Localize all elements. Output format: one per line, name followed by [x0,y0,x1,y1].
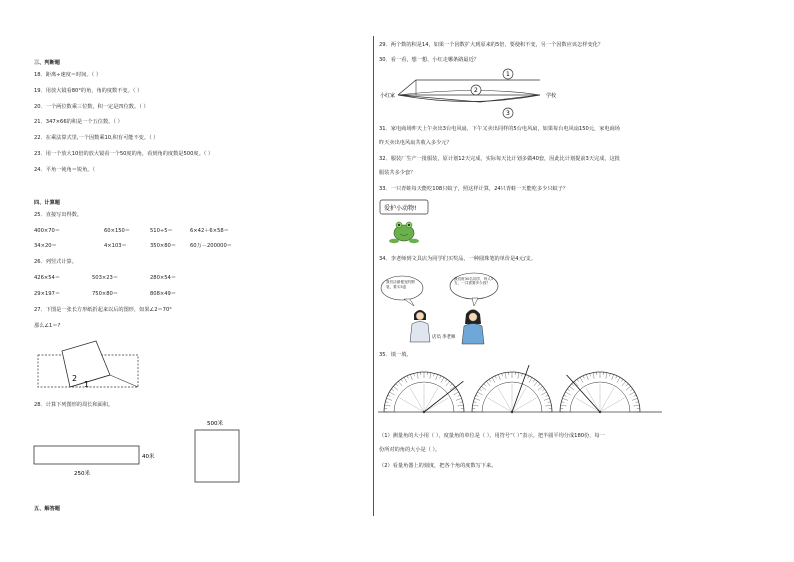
rectangle-figure [34,446,164,480]
question-20: 20．一个两位数乘三位数，积一定是四位数。（ ） [34,104,149,110]
question-33: 33．一只青蛙每天能吃108只蚊子，照这样计算，24只青蛙一天能吃多少只蚊子？ [379,186,569,192]
column-divider [373,36,374,516]
protractor [560,372,640,413]
vertical-calc-cell: 750×80＝ [92,291,119,297]
route-1-label: 1 [506,71,510,78]
clerk-bubble-text: 我们店最便宜的钢笔，要买5盒 [386,280,415,289]
rectangle-width-label: 250米 [74,471,90,477]
section-5-title: 五、解答题 [34,506,60,512]
question-35-part1-cont: 份所对的角的大小是（ ）。 [379,447,441,453]
vertical-calc-cell: 280×54＝ [150,275,177,281]
question-31: 31．家电商场昨天上午卖出3台电风扇，下午又卖出同样的5台电风扇，如果每台电风扇150元，家电商场 [379,126,620,132]
route-figure [380,66,580,124]
teacher-label: 李老师 [442,335,456,340]
question-25: 25．直接写出得数。 [34,212,83,218]
school-label: 学校 [546,93,557,99]
question-24: 24．平角一钝角＝锐角。（ [34,167,96,173]
calc-cell: 34×20＝ [34,243,57,249]
question-35-part2: （2）看量角器上的刻度，把各个角的度数写下来。 [379,463,497,469]
question-23: 23．用一个放大10倍的放大镜看一个50度的角，看到角的度数是500度。（ ） [34,151,214,157]
calc-cell: 4×103＝ [104,243,127,249]
square-figure [195,418,255,486]
vertical-calc-cell: 503×23＝ [92,275,119,281]
question-35-part1: （1）测量角的大小用（ ），度量角的单位是（ ），用符号“（ ）”表示。把半圆平均分成180份，每一 [379,433,605,439]
section-3-title: 三、判断题 [34,60,60,66]
calc-cell: 400×70＝ [34,228,61,234]
protractor-figure [378,366,662,424]
question-22: 22．在乘法算式里,一个因数乘10,积有可能不变。（ ） [34,135,159,141]
calc-cell: 60万－200000＝ [190,243,232,249]
vertical-calc-cell: 426×54＝ [34,275,61,281]
clerk-label: 店员 [432,335,441,340]
calc-cell: 6×42＋6×58＝ [190,228,229,234]
protractor [384,372,464,413]
question-26: 26．列竖式计算。 [34,259,77,265]
rectangle-height-label: 40米 [142,454,155,460]
home-label: 小红家 [380,93,396,99]
angle-1-label: 1 [84,380,90,389]
calc-cell: 350×80＝ [150,243,177,249]
route-3-label: 3 [506,110,510,117]
question-21: 21．347×66的积是一个五位数。（ ） [34,119,123,125]
teacher-bubble-text: 我们班30名同学，每人1支，一共需要多少钱？ [454,277,494,286]
folded-paper-figure [34,335,144,395]
question-28: 28．计算下列图形的周长和面积。 [34,402,114,408]
question-19: 19．用放大镜看80°的角，角的度数不变。（ ） [34,88,143,94]
question-31-cont: 昨天卖出电风扇共收入多少元？ [379,140,452,146]
question-29: 29．两个数的积是14，如果一个因数扩大到原来的5倍，要使积不变，另一个因数应该怎样变化？ [379,42,604,48]
frog-sign-text: 爱护小动物! [384,205,417,212]
vertical-calc-cell: 29×197＝ [34,291,61,297]
question-32: 32．服装厂生产一批服装，原计划12天完成，实际每天比计划多做40套，因此比计划提前3天完成，这批 [379,156,620,162]
question-30: 30．看一看，想一想，小红走哪条路最近？ [379,57,479,63]
question-27: 27．下图是一张长方形纸折起来以后的图形，如果∠2＝70° [34,307,172,313]
square-side-label: 500米 [207,421,223,427]
question-18: 18．距离÷速度＝时间。（ ） [34,72,102,78]
vertical-calc-cell: 808×49＝ [150,291,177,297]
angle-2-label: 2 [72,374,78,383]
protractor [472,365,552,413]
calc-cell: 510÷5＝ [150,228,173,234]
question-34: 34．李老师到文具店为同学们买奖品，一种圆珠笔的单价是4元/支。 [379,256,536,262]
calc-cell: 60×150＝ [104,228,131,234]
question-35: 35．填一填。 [379,352,412,358]
question-32-cont: 服装共多少套？ [379,170,416,176]
question-27-sub: 那么∠1＝? [34,323,61,329]
section-4-title: 四、计算题 [34,200,60,206]
frog-illustration [380,200,440,248]
shop-scene [380,272,500,344]
route-2-label: 2 [474,87,478,94]
